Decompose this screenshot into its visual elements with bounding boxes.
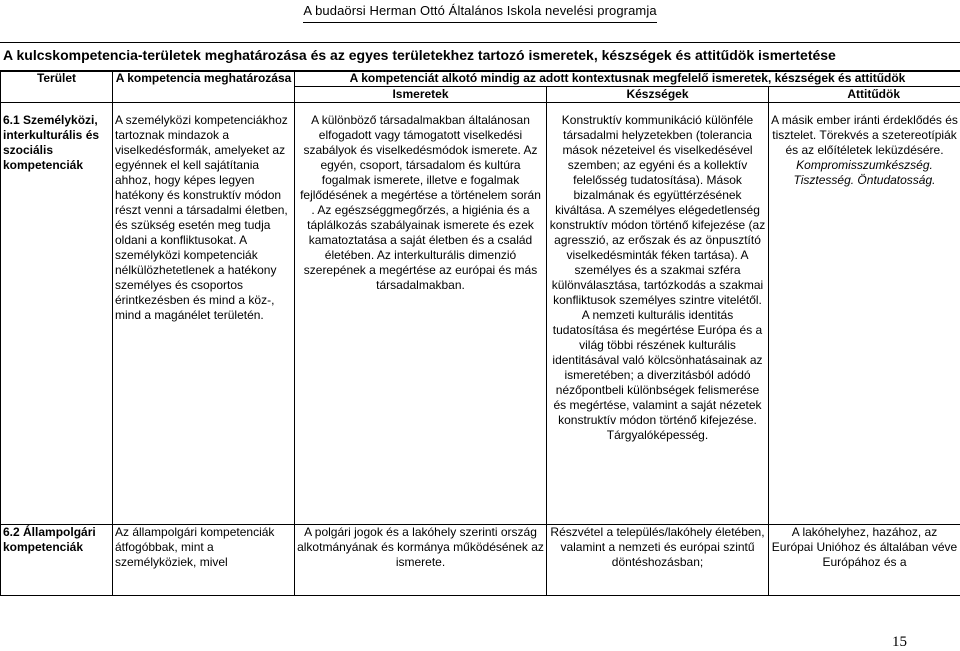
header-attitudok: Attitűdök [769,87,960,103]
keszsegek-cell: Konstruktív kommunikáció különféle társadalmi helyzetekben (tolerancia mások nézeteivel és viselkedésével szemben; az egyéni és a kollektív felelősség tudatosítása). Mások bizalmának és együttérzésének kiváltása. A személyes elégedetlenség konstruktív módon történő kifejezése (az agresszió, az erőszak és az önpusztító viselkedésminták féken tartása). A személyes és a szakmai szféra különválasztása, tartózkodás a szakmai konfliktusok személyes szintre vitelétől. A nemzeti kulturális identitás tudatosítása és megértése Európa és a világ többi részének kulturális identitásával való kölcsönhatásainak az ismeretében; a diverzitásból adódó nézőpontbeli különbségek felismerése és megértése, valamint a saját nézetek konstruktív módon történő kifejezése. Tárgyalóképesség. [547,113,769,525]
competency-table [0,70,960,596]
area-cell: 6.2 Állampolgári kompetenciák [1,525,113,596]
attitudok-cell [769,113,960,525]
header-definition: A kompetencia meghatározása [113,71,295,103]
page-number: 15 [892,634,907,651]
attitudok-italic: Kompromisszumkészség. Tisztesség. Öntudatosság. [771,158,958,188]
table-row [1,525,960,596]
ismeretek-cell: A polgári jogok és a lakóhely szerinti ország alkotmányának és kormánya működésének az ismerete. [295,525,547,596]
spacer-row [1,103,960,114]
title-bar [0,42,960,72]
definition-cell: Az állampolgári kompetenciák átfogóbbak, mint a személyköziek, mivel [113,525,295,596]
document-title: A kulcskompetencia-területek meghatározása és az egyes területekhez tartozó ismeretek, készségek és attitűdök ismertetése [3,47,836,63]
attitudok-cell: A lakóhelyhez, hazához, az Európai Unióhoz és általában véve Európához és a [769,525,960,596]
area-cell: 6.1 Személyközi, interkulturális és szociális kompetenciák [1,113,113,525]
header-ismeretek: Ismeretek [295,87,547,103]
running-header: A budaörsi Herman Ottó Általános Iskola nevelési programja [0,3,960,18]
header-row-1 [1,71,960,87]
table-row [1,113,960,525]
attitudok-main: A másik ember iránti érdeklődés és tisztelet. Törekvés a szetereotípiák és az előítéletek leküzdésére. [771,113,958,158]
header-rule [303,22,657,23]
definition-cell: A személyközi kompetenciákhoz tartoznak mindazok a viselkedésformák, amelyeket az egyénnek el kell sajátítania ahhoz, hogy képes legyen hatékony és konstruktív módon részt venni a társadalmi életben, és szükség esetén meg tudja oldani a konfliktusokat. A személyközi kompetenciák nélkülözhetetlenek a hatékony személyes és csoportos érintkezésben és mind a köz-, mind a magánélet területén. [113,113,295,525]
keszsegek-cell: Részvétel a település/lakóhely életében, valamint a nemzeti és európai szintű döntéshozásban; [547,525,769,596]
header-keszsegek: Készségek [547,87,769,103]
header-group: A kompetenciát alkotó mindig az adott kontextusnak megfelelő ismeretek, készségek és attitűdök [295,71,960,87]
ismeretek-cell: A különböző társadalmakban általánosan elfogadott vagy támogatott viselkedési szabályok és viselkedésmódok ismerete. Az egyén, csoport, társadalom és kultúra fogalmak ismerete, illetve e fogalmak fejlődésének a megértése a történelem során . Az egészséggmegőrzés, a higiénia és a táplálkozás szabályainak ismerete és ezek kamatoztatása a saját életben és a család életében. Az interkulturális dimenzió szerepének a megértése az európai és más társadalmakban. [295,113,547,525]
header-terulet: Terület [1,71,113,103]
